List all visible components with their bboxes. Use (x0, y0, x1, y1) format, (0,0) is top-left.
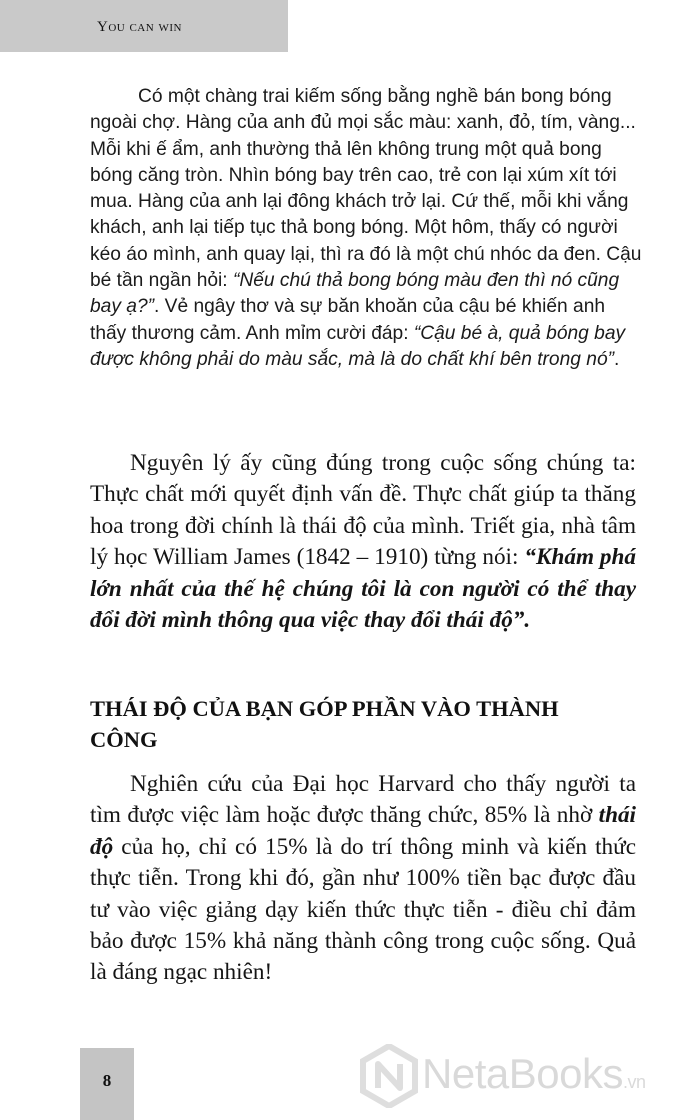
story-quote-boy: “Nếu chú thả bong bóng màu đen thì nó cũng bay ạ?” (90, 270, 620, 318)
harvard-text-part1: Nghiên cứu của Đại học Harvard cho thấy người ta tìm được việc làm hoặc được thăng chức, 85% là nhờ (90, 771, 636, 829)
attitude-emphasis: thái độ (90, 802, 636, 860)
netabooks-logo-icon (360, 1044, 418, 1108)
story-paragraph (90, 84, 642, 373)
harvard-paragraph (90, 769, 636, 989)
story-text-part3: . (614, 348, 620, 370)
story-text-part1: Có một chàng trai kiếm sống bằng nghề bán bong bóng ngoài chợ. Hàng của anh đủ mọi sắc màu: xanh, đỏ, tím, vàng... Mỗi khi ế ẩm, anh thường thả lên không trung một quả bong bóng căng tròn. Nhìn bóng bay trên cao, trẻ con lại xúm xít tới mua. Hàng của anh lại đông khách trở lại. Cứ thế, mỗi khi vắng khách, anh lại tiếp tục thả bong bóng. Một hôm, thấy có người kéo áo mình, anh quay lại, thì ra đó là một chú nhóc da đen. Cậu bé tần ngần hỏi: (90, 86, 642, 292)
watermark-domain: .vn (622, 1072, 646, 1092)
section-heading: THÁI ĐỘ CỦA BẠN GÓP PHẦN VÀO THÀNH CÔNG (90, 696, 559, 752)
harvard-text-part2: của họ, chỉ có 15% là do trí thông minh và kiến thức thực tiễn. Trong khi đó, gần như 100% tiền bạc được đầu tư vào việc giảng dạy kiến thức thực tiễn - điều chỉ đảm bảo được 15% khả năng thành công trong cuộc sống. Quả là đáng ngạc nhiên! (90, 833, 636, 986)
principle-paragraph (90, 448, 636, 636)
story-quote-seller: “Cậu bé à, quả bóng bay được không phải do màu sắc, mà là do chất khí bên trong nó” (90, 322, 626, 370)
principle-text: Nguyên lý ấy cũng đúng trong cuộc sống chúng ta: Thực chất mới quyết định vấn đề. Thực chất giúp ta thăng hoa trong đời chính là thái độ của mình. Triết gia, nhà tâm lý học William James (1842 – 1910) từng nói: (90, 450, 636, 571)
netabooks-watermark (360, 1042, 700, 1112)
running-header-title: You can win (97, 19, 182, 35)
page-number-box (80, 1048, 134, 1120)
watermark-brand (422, 1050, 645, 1098)
quote-end-period: . (524, 607, 531, 634)
william-james-quote: “Khám phá lớn nhất của thế hệ chúng tôi là con người có thể thay đổi đời mình thông qua việc thay đổi thái độ” (90, 544, 637, 634)
story-text-part2: . Vẻ ngây thơ và sự băn khoăn của cậu bé khiến anh thấy thương cảm. Anh mỉm cười đáp: (90, 296, 606, 344)
page-number: 8 (102, 1071, 112, 1090)
watermark-brand-name: NetaBooks (422, 1050, 623, 1097)
